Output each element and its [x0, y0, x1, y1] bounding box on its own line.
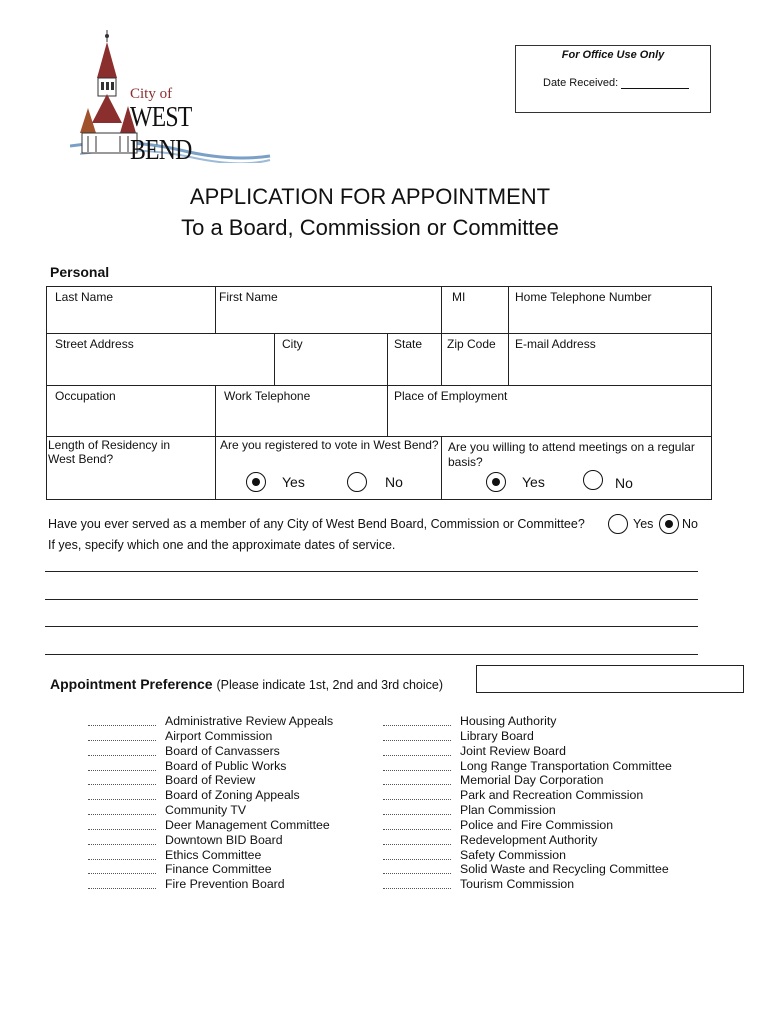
- preference-header: [50, 676, 443, 692]
- preference-rank-blank[interactable]: [383, 803, 451, 815]
- preference-item: [383, 848, 672, 863]
- preference-item: [88, 788, 333, 803]
- form-title: APPLICATION FOR APPOINTMENT: [189, 184, 551, 209]
- occupation-field[interactable]: Occupation: [55, 389, 116, 403]
- preference-item-label: Deer Management Committee: [165, 817, 330, 832]
- preference-list-left: [88, 714, 333, 892]
- preference-item: [383, 803, 672, 818]
- preference-rank-blank[interactable]: [88, 877, 156, 889]
- preference-item-label: Downtown BID Board: [165, 832, 283, 847]
- preference-rank-blank[interactable]: [383, 877, 451, 889]
- preference-list-right: [383, 714, 672, 892]
- preference-item: [383, 773, 672, 788]
- preference-item-label: Solid Waste and Recycling Committee: [460, 862, 669, 877]
- preference-rank-blank[interactable]: [88, 744, 156, 756]
- preference-rank-blank[interactable]: [88, 788, 156, 800]
- city-logo: [70, 28, 280, 166]
- registered-yes-radio[interactable]: [246, 472, 266, 492]
- preference-note: (Please indicate 1st, 2nd and 3rd choice): [216, 678, 444, 692]
- city-field[interactable]: City: [282, 337, 303, 351]
- preference-rank-blank[interactable]: [383, 759, 451, 771]
- preference-item-label: Board of Zoning Appeals: [165, 788, 300, 803]
- served-no-radio[interactable]: [659, 514, 679, 534]
- preference-rank-blank[interactable]: [383, 744, 451, 756]
- meetings-question: [448, 440, 695, 470]
- date-received-field[interactable]: [621, 78, 689, 89]
- date-received: [543, 77, 689, 89]
- preference-item: [383, 862, 672, 877]
- preference-item: [383, 714, 672, 729]
- preference-item-label: Redevelopment Authority: [460, 832, 598, 847]
- preference-rank-blank[interactable]: [383, 818, 451, 830]
- preference-item: [88, 773, 333, 788]
- served-question: Have you ever served as a member of any City of West Bend Board, Commission or Committee?: [48, 517, 585, 531]
- preference-item-label: Community TV: [165, 803, 247, 818]
- service-line-1[interactable]: [45, 571, 698, 572]
- last-name-field[interactable]: Last Name: [55, 290, 114, 304]
- served-specify: If yes, specify which one and the approximate dates of service.: [48, 538, 396, 552]
- preference-item: [88, 803, 333, 818]
- preference-rank-blank[interactable]: [383, 773, 451, 785]
- meetings-yes-radio[interactable]: [486, 472, 506, 492]
- preference-item-label: Long Range Transportation Committee: [460, 758, 672, 773]
- preference-heading: Appointment Preference: [50, 676, 213, 692]
- office-use-title: For Office Use Only: [561, 49, 665, 61]
- preference-rank-blank[interactable]: [88, 862, 156, 874]
- preference-item: [88, 759, 333, 774]
- personal-heading: Personal: [50, 264, 110, 280]
- registered-question: Are you registered to vote in West Bend?: [220, 438, 439, 452]
- work-phone-field[interactable]: Work Telephone: [224, 389, 311, 403]
- preference-item-label: Board of Public Works: [165, 758, 287, 773]
- preference-rank-blank[interactable]: [383, 714, 451, 726]
- preference-item-label: Ethics Committee: [165, 847, 262, 862]
- registered-no-radio[interactable]: [347, 472, 367, 492]
- preference-item-label: Library Board: [460, 728, 534, 743]
- served-no-label: No: [682, 517, 698, 531]
- zip-field[interactable]: Zip Code: [447, 337, 496, 351]
- service-line-3[interactable]: [45, 626, 698, 627]
- preference-rank-blank[interactable]: [88, 803, 156, 815]
- preference-item-label: Finance Committee: [165, 862, 272, 877]
- mi-field[interactable]: MI: [452, 290, 466, 304]
- street-address-field[interactable]: Street Address: [55, 337, 134, 351]
- preference-item: [88, 744, 333, 759]
- preference-rank-blank[interactable]: [88, 759, 156, 771]
- served-yes-radio[interactable]: [608, 514, 628, 534]
- service-line-2[interactable]: [45, 599, 698, 600]
- preference-item: [383, 818, 672, 833]
- residency-label-2: West Bend?: [48, 452, 114, 466]
- residency-field[interactable]: [48, 438, 170, 466]
- meetings-question-1: Are you willing to attend meetings on a regular: [448, 440, 695, 454]
- preference-item-label: Housing Authority: [460, 714, 557, 728]
- preference-item-label: Tourism Commission: [460, 877, 575, 892]
- preference-item: [88, 877, 333, 892]
- preference-item-label: Board of Canvassers: [165, 743, 280, 758]
- preference-item-label: Safety Commission: [460, 847, 566, 862]
- preference-item-label: Fire Prevention Board: [165, 877, 285, 892]
- preference-rank-blank[interactable]: [383, 788, 451, 800]
- preference-item: [88, 848, 333, 863]
- preference-item: [383, 759, 672, 774]
- state-field[interactable]: State: [394, 337, 423, 351]
- residency-label-1: Length of Residency in: [48, 438, 171, 452]
- preference-item-label: Police and Fire Commission: [460, 817, 614, 832]
- preference-item-label: Administrative Review Appeals: [165, 714, 334, 728]
- preference-rank-blank[interactable]: [88, 729, 156, 741]
- home-phone-field[interactable]: Home Telephone Number: [515, 290, 652, 304]
- date-received-label: Date Received:: [543, 77, 619, 89]
- form-subtitle: To a Board, Commission or Committee: [181, 215, 559, 240]
- preference-item: [88, 714, 333, 729]
- preference-item: [88, 729, 333, 744]
- preference-item: [383, 744, 672, 759]
- preference-item-label: Park and Recreation Commission: [460, 788, 644, 803]
- logo-city-of: City of: [130, 86, 173, 102]
- preference-rank-blank[interactable]: [383, 848, 451, 860]
- preference-item: [383, 788, 672, 803]
- meetings-no-label: No: [615, 475, 633, 491]
- preference-item: [88, 818, 333, 833]
- preference-rank-blank[interactable]: [88, 833, 156, 845]
- registered-yes-label: Yes: [282, 474, 305, 490]
- meetings-no-radio[interactable]: [583, 470, 603, 490]
- preference-item: [88, 862, 333, 877]
- meetings-question-2: basis?: [448, 455, 483, 469]
- preference-item-label: Plan Commission: [460, 803, 556, 818]
- registered-no-label: No: [385, 474, 403, 490]
- preference-rank-blank[interactable]: [88, 714, 156, 726]
- preference-rank-blank[interactable]: [383, 729, 451, 741]
- email-field[interactable]: E-mail Address: [515, 337, 596, 351]
- preference-item-label: Memorial Day Corporation: [460, 773, 604, 788]
- preference-item: [383, 877, 672, 892]
- preference-rank-blank[interactable]: [88, 773, 156, 785]
- preference-item-label: Board of Review: [165, 773, 256, 788]
- preference-item-label: Joint Review Board: [460, 743, 566, 758]
- preference-item: [383, 729, 672, 744]
- preference-rank-blank[interactable]: [88, 818, 156, 830]
- service-line-4[interactable]: [45, 654, 698, 655]
- preference-rank-blank[interactable]: [383, 862, 451, 874]
- preference-item-label: Airport Commission: [165, 728, 273, 743]
- preference-rank-blank[interactable]: [383, 833, 451, 845]
- first-name-field[interactable]: First Name: [219, 290, 278, 304]
- logo-west-bend: WEST BEND: [130, 101, 192, 166]
- served-yes-label: Yes: [633, 517, 654, 531]
- preference-item: [383, 833, 672, 848]
- employer-field[interactable]: Place of Employment: [394, 389, 508, 403]
- meetings-yes-label: Yes: [522, 474, 545, 490]
- preference-item: [88, 833, 333, 848]
- preference-rank-blank[interactable]: [88, 848, 156, 860]
- office-use-box: [515, 45, 711, 113]
- preference-box[interactable]: [476, 665, 744, 693]
